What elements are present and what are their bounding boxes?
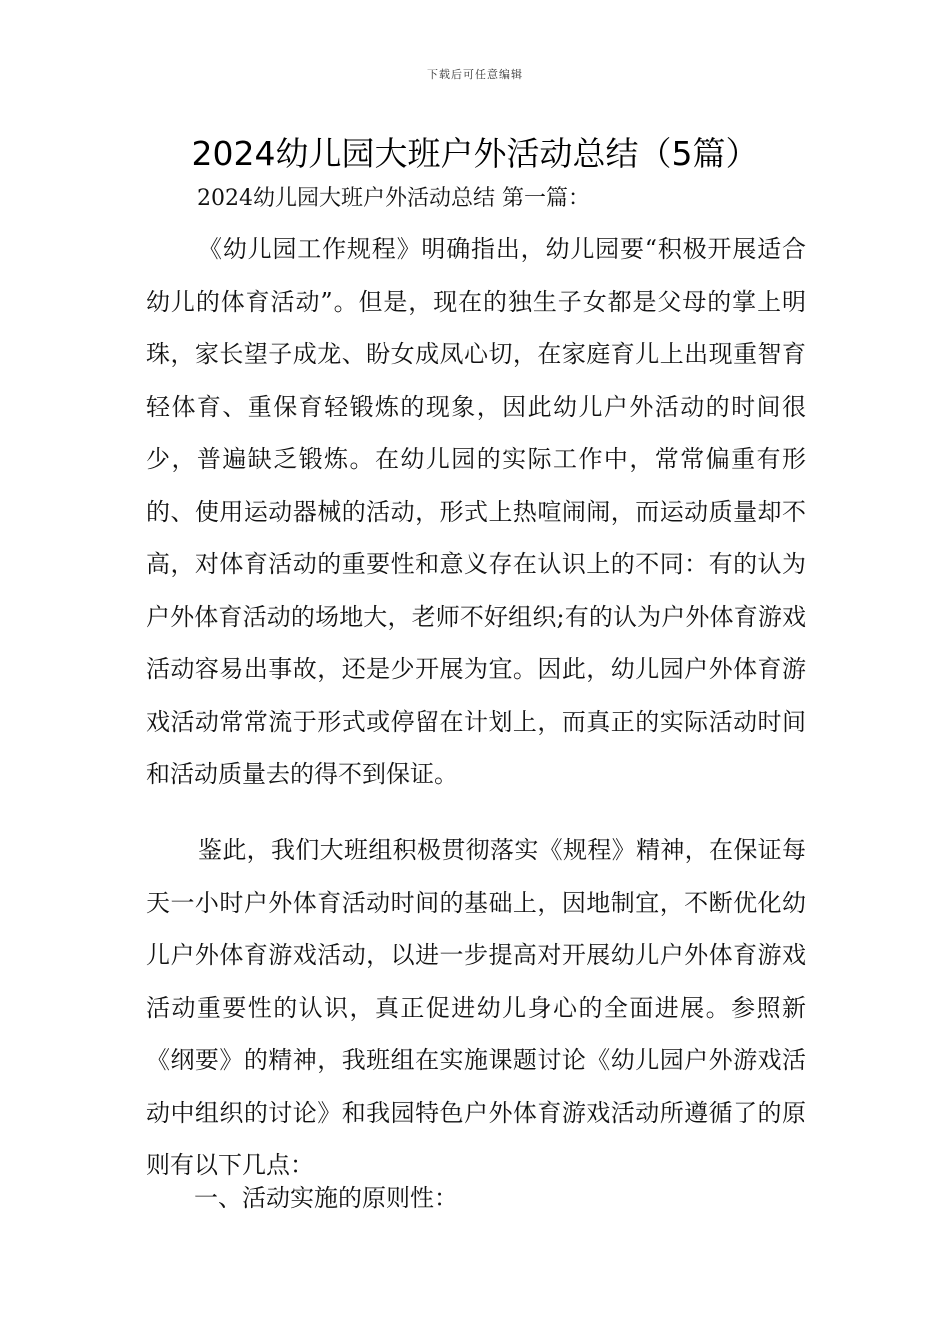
- document-subtitle: 2024幼儿园大班户外活动总结 第一篇：: [197, 186, 590, 211]
- body-paragraph: 《幼儿园工作规程》明确指出，幼儿园要“积极开展适合幼儿的体育活动”。但是，现在的独生子女都是父母的掌上明珠，家长望子成龙、盼女成凤心切，在家庭育儿上出现重智育轻体育、重保育轻锻炼的现象，因此幼儿户外活动的时间很少，普遍缺乏锻炼。在幼儿园的实际工作中，常常偏重有形的、使用运动器械的活动，形式上热喧闹闹，而运动质量却不高，对体育活动的重要性和意义存在认识上的不同：有的认为户外体育活动的场地大，老师不好组织;有的认为户外体育游戏活动容易出事故，还是少开展为宜。因此，幼儿园户外体育游戏活动常常流于形式或停留在计划上，而真正的实际活动时间和活动质量去的得不到保证。: [146, 235, 806, 788]
- body-paragraph: 鉴此，我们大班组积极贯彻落实《规程》精神，在保证每天一小时户外体育活动时间的基础上，因地制宜，不断优化幼儿户外体育游戏活动，以进一步提高对开展幼儿户外体育游戏活动重要性的认识，真正促进幼儿身心的全面进展。参照新《纲要》的精神，我班组在实施课题讨论《幼儿园户外游戏活动中组织的讨论》和我园特色户外体育游戏活动所遵循了的原则有以下几点：: [146, 836, 806, 1179]
- document-title: 2024幼儿园大班户外活动总结（5篇）: [191, 134, 759, 173]
- section-heading: 一、活动实施的原则性：: [194, 1184, 458, 1212]
- header-note: 下载后可任意编辑: [427, 68, 523, 81]
